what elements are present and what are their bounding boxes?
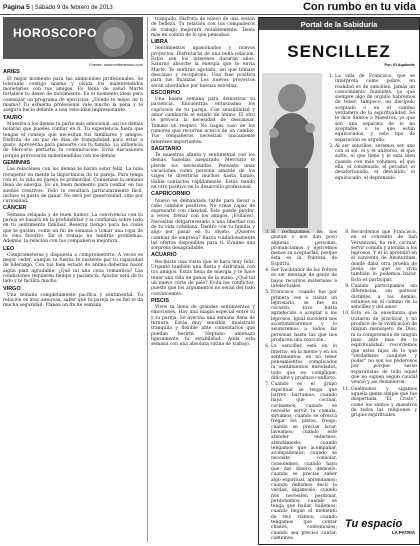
- sign-text: Vives tu llena de grandes sentimientos y emociones. Hay una magia especial entre tú y tu pareja. Se avecina una semana llena de ternura. Estás muy sensible, muéstrate tranquila y flexible ante comentarios que puedan herirte. Neptuno amenaza ligeramente tu estabilidad. Anda esta semana con una absoluta rutina de trabajo.: [151, 305, 255, 348]
- wisdom-portal-header: Portal de la Sabiduría: [259, 18, 419, 30]
- sign-text: Sentimientos apasionados y nuevos proyectos. Disfrutarás de una bella relación. Estos son los intereses durarán años. Saturno absorbe la energía que te envía Marte. Te sentirás agotada, así que tómate descanso y recupérate. Una fase positiva para tus finanzas. Los nuevos proyectos serán abordados por buenas estrellas.: [151, 46, 255, 89]
- sign-heading: ARIES: [3, 69, 20, 76]
- article-body-top: [325, 74, 415, 182]
- article-list-item: 9. Cuando participamos sin diferencias, sin parecer distintos a los demás, estamos en el camino de la sencillez y del amor.: [351, 284, 417, 310]
- article-body-left: [261, 230, 337, 542]
- virgo-continuation: tranquilo. Disfruta de nuevo de una sesión de belleza. Tu relación con tus compañeros de trabajo mejorará notablemente. Tenés más en común de lo que pensabas.: [151, 17, 255, 38]
- article-list-item: 11. Guiémonos y sigamos aquella gente simple que fue despertada "El Cristo", como los santos y maestros de todas las religiones y grupos espirituales.: [351, 387, 417, 419]
- article-list-item: 7. Cuando es el grupo espiritual se tenga que barrer, barramos; cuando haya que cocinar, cocinemos; cuando se necesite servir la comida, sirvamos; cuando se ofrezca fregar los platos, friego; cuando se precise lavar, laveamos; cuando esté atender enfermos, atendámoslo; cuando tengamos que acompañar, acompañemos; cuando se necesite consolar, consolemos; cuando haya que dar dinero, démoslo; cuando se precise saber algo espiritual, aprendamos; cuando debamos decir la verdad, digámoslo; cuando nos necesiten perdonar, perdonemos; cuando se tenga que bailar, bailemos; cuando llegue el momento de reír, riamos; cuando tengamos que contar chistes, contemoslos; cuando sea preciso cantar, cantemos.: [271, 382, 337, 541]
- sign-heading: LEO: [3, 245, 15, 252]
- sign-heading: ESCORPIO: [151, 89, 181, 96]
- page-header: Página 5 | Sábado 9 de febrero de 2013 Con rumbo en tu vida: [0, 0, 420, 15]
- sign-text: Comprometerse y dispuesta a comprometerte. A veces es mejor ceder, aunque tu fuerza te sustente por tu capacidad de liderazgo. Con tus bien estado de ánimo deberías hacer algún plan agradable. ¿Qué tal una cena romántica? Las condiciones requieren tiempo y paciencia. Ajustar será de tu lado y te facilita mucho.: [3, 252, 143, 285]
- page-number: Página 5: [3, 3, 30, 11]
- article-list-item: 1. La vida de Francisco, que se interpreta como pobre, en realidad es de sencillez. Jamás un conocimiento humildes, ya que siempre algo de orgullo habremos de tener; tampoco, un discípulo aceptado o en el camino verdadero de la espiritualidad. Se le dice Santos o Maestros, ya que son una separata de lo no aceptable o le que están equivocados, y este tipo de separación es orgullo.: [335, 74, 415, 143]
- sign-heading: LIBRA: [151, 39, 168, 46]
- horoscope-source: Fuente: www.enfemenino.com: [89, 62, 143, 67]
- sign-heading: VIRGO: [3, 285, 21, 292]
- sign-text: Nuevo es demandado tarde para llevar a cabo cambios positivos. No creas capaz de expresarte con claridad. Esto puede perder, a veces, frenar con los amigos. ¡Evítalos!. Necesitas delgarteresado a una libertad con de tu vida cotidiana. Dentro con tu familia y algo por pasar en tu objeto. ¿Quieres cambiar de empresa? Busca cuidadosamente las ofertas disponibles para ti. Evaúne una sorpresa desagradable.: [151, 198, 255, 252]
- sign-text: Una semana completamente pacífica y sentimental. Tu relación es muy amorosa, saber que tu pareja te es fiel te da mucha seguridad. Planea un fin de semana: [3, 292, 143, 309]
- article-list-right: [341, 230, 417, 418]
- article-list-left: [261, 230, 337, 541]
- article-list-item: 8. Recordemos que Francisco, en el convento de San Versenzoni, ha reír, cocinar, servir comida y atendía a los leprosos. Y él lo aprendió en el convento de Ámsterdam, donde daba otra prueba de Jesús, de que se vivía también lo podemos hacer. Esto es participar.: [351, 230, 417, 283]
- sign-heading: CAPRICORNIO: [151, 191, 191, 198]
- article-body-right: [341, 230, 417, 419]
- sign-text: Te muestras afanta y sentimental con los demás. Sabehas asegurado, Mercurio te pierde los necesidades. Pensaste unas vacaciones como persona amante de los viajes te divertirás muchos hasta dando. Habla contactos rápidamente. Estás tiendo en otro positivo en lo desarrollo profesional.: [151, 153, 255, 190]
- article-list-item: 2. Al ser sencillos, seremos ser uno con el sol, el y el universo, el que sufre, el que tiene y le está bien cuando con más volumen, el que ella, el condenado, el pecador, el desafortunado, el desvalido, el equivocado, el deprensido.: [335, 144, 415, 181]
- article-list-item: 4. Ser Facilitador de los Pobres es ser mensaje de gente de bajos recursos materiales e intelectuales.: [271, 268, 337, 289]
- horoscope-title: HOROSCOPO: [13, 26, 97, 40]
- horoscope-column-2: [151, 17, 255, 349]
- column-divider: [147, 17, 148, 542]
- horoscope-signs-list: [3, 70, 143, 308]
- section-title: Con rumbo en tu vida: [302, 1, 416, 13]
- saint-francis-illustration: [262, 73, 322, 233]
- sign-heading: ACUARIO: [151, 252, 177, 259]
- sign-text: Una buena semana para demostrar tu paciencia. Encuentras entusiasmo los caprichos de tu pareja. Con sensibilidad y amor cambiarás el estado de ánimo. El otro te provoca la necesidad de descansar. Tómate un respiro. No hagas caso de los rumores que recorren acerca de un cambio. Tus compañeros necesitan únicamente intereses importantes.: [151, 97, 255, 145]
- article-byline: Por: El Aquiloide: [384, 63, 415, 67]
- horoscope-banner: [3, 17, 143, 59]
- article-list-top: [325, 74, 415, 181]
- sign-text: El mejor momento para tus ambiciones profesionales. Se tolerante contigo misma y olvida los malentendidos monetarios con tus amigos. Es tema de salud Marte fortalece tu deseo de movimiento. Es el momento ideal para comenzar un programa de ejercicios. ¿Dónde te mejor de ti misma? Tu esfuerzo profesional vale mucho la pena y te asegura hacia delante a una velocidad impresionante.: [3, 76, 143, 114]
- article-list-item: 3. Si rechazamos, no nos gustan o nos dan poco algunas personas, pronunciamos y ejercemos menos su aceptarlas, porque ésta es la Pobreza de Espíritu.: [271, 230, 337, 267]
- sign-text: Las relaciones con los demás te harán estar feliz. La luna recuperar en mente la importancia de tu pareja. Para tenga con el, la vida en pareja es primordial. Comienzas la semana llena de energía. Es un buen momento para confiar en tus sueños creativos. Todo te resultará particularmente fácil, incluso el gusto de ganar. No será por generosidad, sino por curiosidad.: [3, 167, 143, 205]
- sign-text: Recibiste una visita que le hará muy feliz. Urgente también una fiesta y disfrútala con tus amigos. Estas llena de energía y te hace tener una vida de ganas de la mano. ¿Qué tal un nuevo corte de pelo? Evita los conflictos, puesto que los argumentos no serán del todo convincentes.: [151, 259, 255, 297]
- article-list-item: 5. Francisco, cuando fue por primera vez a visitar un leprosario, se fue su corazón, tuvo hasta agradecido a aceptar a los leprosos. Igual sucederá nos acostumbraremos y lo asumiremos a todos las personas hasta las que nos producen una reacción.: [271, 290, 337, 343]
- zodiac-center-icon: [103, 27, 125, 49]
- wisdom-portal-box: [258, 17, 420, 545]
- sign-heading: PISCIS: [151, 297, 170, 304]
- horoscope-signs-list-2: [151, 40, 255, 347]
- sign-text: Semana relajada y de buen humor. La convivencia con tu pareja se basará en la profundidad y la confianza sobre todo en tu sentimiento familiar. Reserva tiempo para las cosas que te gustan, como un fin de semana o tomar una copa de tu vino favorito. En el trabajo no tendrás problemas. Además, la relación con tus compañeros mejorará.: [3, 212, 143, 245]
- sign-text: Muestra a los demás tu parte más emocional, así los demás notarán que puedes confiar en ti. Tu experiencia fuera que tengas el consejo que necesitan tus familiares y amigos. Disfruta de un par de días de tranquilidad para estar a gusto. Aprovecha para pasearte con tu familia. La influencia de Mercurio perturba tu comunicación. Evita discusiones porque provocarán malentendidos con los demás.: [3, 121, 143, 159]
- horoscope-column-1: [3, 17, 143, 310]
- page-date: Sábado 9 de febrero de 2013: [34, 4, 113, 11]
- article-title: SENCILLEZ: [287, 42, 391, 61]
- article-list-item: 6. La sencillez está en lo interno, en la mente y en los sentimientos; en no tener pensamientos complicados ni sentimientos enredados, todo que no complique, dificulte y produce conflicto.: [271, 344, 337, 381]
- sign-heading: SAGITARIO: [151, 145, 182, 152]
- sign-heading: TAURO: [3, 114, 23, 121]
- sign-heading: CÁNCER: [3, 205, 27, 212]
- article-list-item: 10. Esta es la enseñanza que trataron de practicar, y no produce de la vivificación de ningún mensajero de Dios, ni la comprensión de ningún paso ante más de la espiritualidad, recordemos que estos hijos de lo que "verdaderos caudales y poder" no son los poderosos por porque serán separatistas de todo aquel que no siguen según caudal venció y así desunieron.: [351, 311, 417, 385]
- sign-heading: GEMINNIS: [3, 160, 31, 167]
- tu-espacio-logo: Tu espacio LA PATRIA: [345, 518, 415, 535]
